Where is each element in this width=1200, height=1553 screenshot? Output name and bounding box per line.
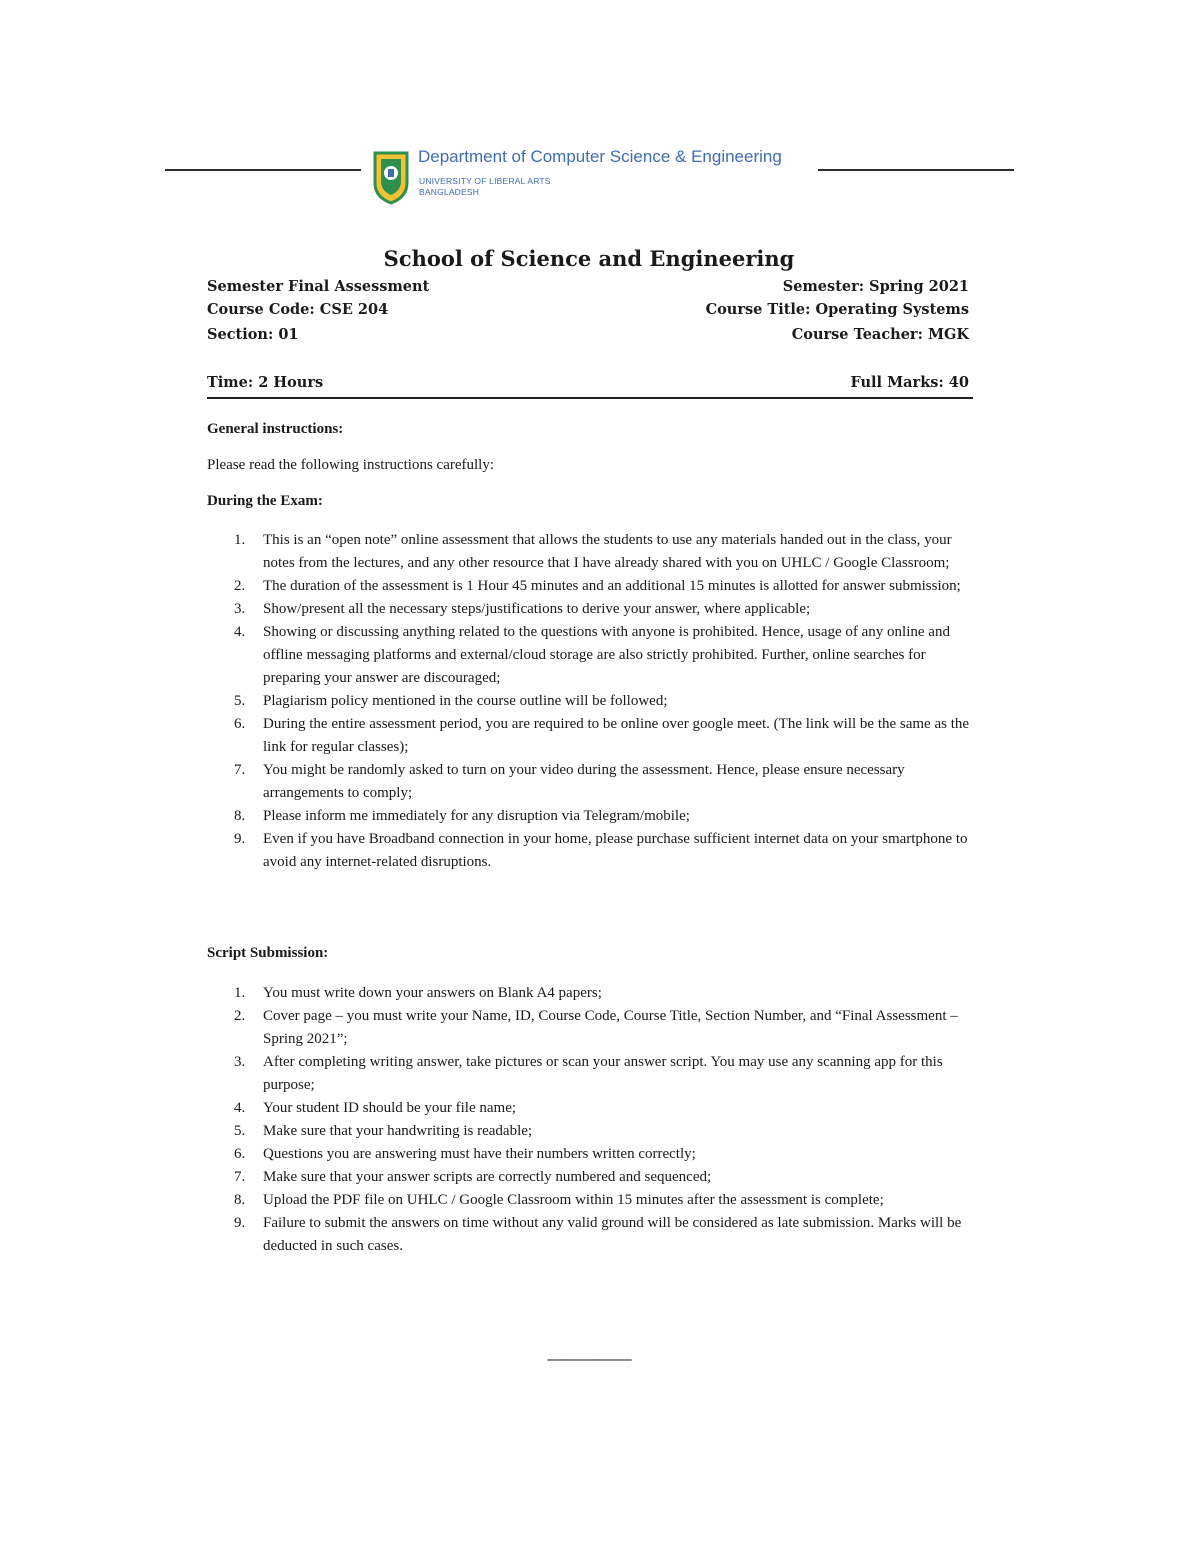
list-item-number: 3. [234, 601, 246, 617]
list-item-number: 5. [234, 693, 246, 709]
list-item [234, 575, 970, 598]
during-exam-heading: During the Exam: [207, 493, 323, 509]
time-info: Time: 2 Hours [207, 374, 324, 391]
full-marks: Full Marks: 40 [850, 374, 969, 391]
list-item-text: Showing or discussing anything related to the questions with anyone is prohibited. Hence, usage of any online and offline messaging platforms and external/cloud storage are also strictly prohibited. Further, online searches for preparing your answer are discouraged; [263, 624, 950, 686]
list-item-number: 1. [234, 985, 246, 1001]
general-instructions-intro: Please read the following instructions carefully: [207, 457, 494, 473]
page-title: School of Science and Engineering [383, 246, 795, 271]
list-item-number: 6. [234, 1146, 246, 1162]
list-item-text: Show/present all the necessary steps/justifications to derive your answer, where applicable; [263, 601, 811, 617]
list-item-number: 7. [234, 762, 246, 778]
semester-info: Semester: Spring 2021 [782, 278, 969, 295]
list-item-number: 8. [234, 1192, 246, 1208]
general-instructions-heading: General instructions: [207, 421, 344, 437]
list-item [234, 1005, 970, 1051]
list-item [234, 828, 970, 874]
header-rule-left [165, 169, 361, 171]
list-item-text: Even if you have Broadband connection in your home, please purchase sufficient internet data on your smartphone to avoid any internet-related disruptions. [263, 831, 968, 870]
list-item [234, 759, 970, 805]
course-title: Course Title: Operating Systems [705, 301, 969, 318]
list-item-number: 6. [234, 716, 246, 732]
list-item-number: 3. [234, 1054, 246, 1070]
list-item [234, 1097, 970, 1120]
list-item [234, 1120, 970, 1143]
university-crest-icon [371, 149, 411, 205]
list-item-text: Make sure that your answer scripts are correctly numbered and sequenced; [263, 1169, 712, 1185]
list-item [234, 713, 970, 759]
list-item-text: Make sure that your handwriting is readable; [263, 1123, 533, 1139]
list-item-text: Please inform me immediately for any disruption via Telegram/mobile; [263, 808, 690, 824]
list-item-number: 5. [234, 1123, 246, 1139]
list-item-text: Cover page – you must write your Name, ID, Course Code, Course Title, Section Number, and “Final Assessment – Spring 2021”; [263, 1008, 958, 1047]
list-item-number: 4. [234, 624, 246, 640]
list-item [234, 1166, 970, 1189]
list-item [234, 1212, 970, 1258]
department-name: Department of Computer Science & Engineering [418, 147, 782, 166]
list-item-text: After completing writing answer, take pictures or scan your answer script. You may use any scanning app for this purpose; [263, 1054, 943, 1093]
list-item-text: You might be randomly asked to turn on your video during the assessment. Hence, please ensure necessary arrangements to comply; [263, 762, 905, 801]
list-item-text: During the entire assessment period, you are required to be online over google meet. (The link will be the same as the link for regular classes); [263, 716, 970, 755]
list-item-text: Upload the PDF file on UHLC / Google Classroom within 15 minutes after the assessment is complete; [263, 1192, 884, 1208]
course-teacher: Course Teacher: MGK [791, 326, 969, 343]
list-item [234, 1143, 970, 1166]
course-code: Course Code: CSE 204 [207, 301, 389, 318]
university-line-1: UNIVERSITY OF LIBERAL ARTS [419, 176, 551, 186]
list-item-text: The duration of the assessment is 1 Hour 45 minutes and an additional 15 minutes is allotted for answer submission; [263, 578, 961, 594]
list-item [234, 621, 970, 690]
assessment-type: Semester Final Assessment [207, 278, 430, 295]
list-item [234, 690, 970, 713]
list-item [234, 805, 970, 828]
list-item [234, 1189, 970, 1212]
list-item-text: You must write down your answers on Blank A4 papers; [263, 985, 602, 1001]
list-item-number: 2. [234, 1008, 246, 1024]
list-item [234, 529, 970, 575]
list-item-text: Plagiarism policy mentioned in the course outline will be followed; [263, 693, 668, 709]
header-divider [207, 397, 973, 399]
list-item-number: 4. [234, 1100, 246, 1116]
list-item [234, 598, 970, 621]
university-name [419, 176, 551, 198]
list-item-number: 9. [234, 1215, 246, 1231]
during-exam-list [234, 529, 970, 874]
list-item-number: 7. [234, 1169, 246, 1185]
list-item-number: 1. [234, 532, 246, 548]
list-item-text: This is an “open note” online assessment that allows the students to use any materials handed out in the class, your notes from the lectures, and any other resource that I have already shared with you on UHLC / Google Classroom; [263, 532, 952, 571]
script-submission-heading: Script Submission: [207, 945, 329, 961]
list-item-number: 8. [234, 808, 246, 824]
list-item [234, 1051, 970, 1097]
header-rule-right [818, 169, 1014, 171]
university-line-2: BANGLADESH [419, 187, 480, 197]
list-item [234, 982, 970, 1005]
list-item-number: 2. [234, 578, 246, 594]
list-item-text: Questions you are answering must have their numbers written correctly; [263, 1146, 696, 1162]
list-item-text: Your student ID should be your file name; [263, 1100, 517, 1116]
list-item-number: 9. [234, 831, 246, 847]
list-item-text: Failure to submit the answers on time without any valid ground will be considered as late submission. Marks will be deducted in such cases. [263, 1215, 962, 1254]
script-submission-list [234, 982, 970, 1258]
end-marker: ----------------------- [546, 1352, 632, 1367]
section-info: Section: 01 [207, 326, 299, 343]
